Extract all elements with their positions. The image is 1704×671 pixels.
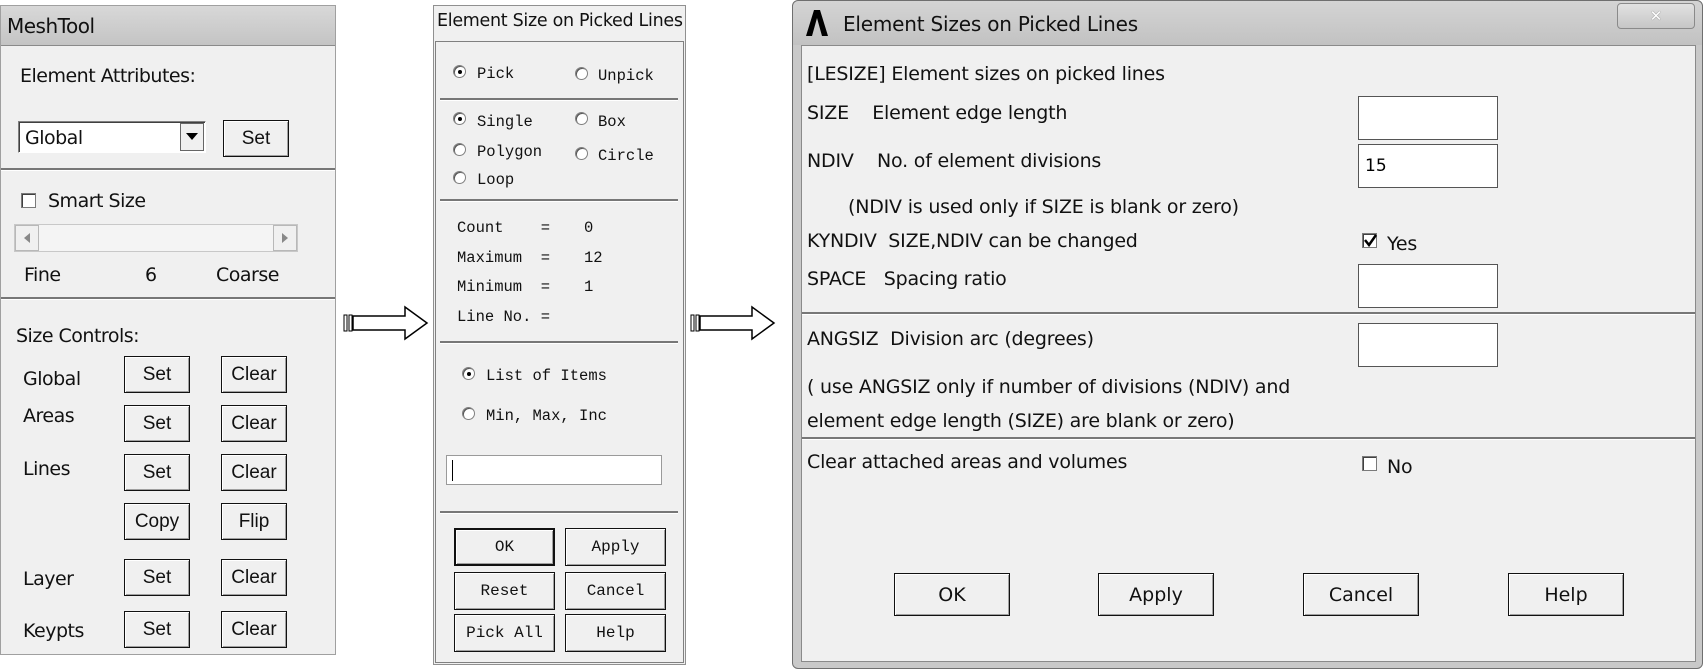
ndiv-input[interactable] — [1358, 144, 1498, 188]
dialog-body — [801, 45, 1696, 662]
kyndiv-label: KYNDIV SIZE,NDIV can be changed — [807, 230, 1138, 252]
unpick-radio[interactable] — [575, 67, 588, 80]
kyndiv-checkbox[interactable] — [1362, 233, 1377, 248]
ndiv-label: NDIV No. of element divisions — [807, 150, 1102, 172]
slider-left-arrow-icon[interactable] — [15, 225, 39, 251]
divider — [1, 168, 335, 171]
space-field[interactable] — [1358, 264, 1498, 308]
dialog-titlebar — [793, 1, 1702, 45]
global-clear-button[interactable]: Clear — [221, 356, 287, 393]
polygon-label: Polygon — [477, 143, 543, 161]
smart-size-label: Smart Size — [48, 190, 146, 212]
areas-row-label: Areas — [23, 405, 75, 427]
picker-titlebar — [434, 6, 685, 40]
flow-arrow-icon — [343, 305, 429, 341]
chevron-down-icon[interactable] — [180, 123, 204, 151]
space-label: SPACE Spacing ratio — [807, 268, 1007, 290]
meshtool-titlebar — [1, 6, 335, 46]
meshtool-panel — [0, 5, 336, 655]
slider-value: 6 — [145, 264, 157, 286]
areas-set-button[interactable]: Set — [124, 405, 190, 442]
dialog-title: Element Sizes on Picked Lines — [843, 12, 1138, 36]
loop-radio[interactable] — [453, 171, 466, 184]
angsiz-field[interactable] — [1358, 323, 1498, 367]
picker-title: Element Size on Picked Lines — [437, 11, 683, 31]
min-max-inc-radio[interactable] — [462, 407, 475, 420]
text-cursor — [452, 460, 453, 481]
lines-flip-button[interactable]: Flip — [221, 503, 287, 540]
picker-reset-button[interactable]: Reset — [454, 572, 555, 610]
clear-attached-label: Clear attached areas and volumes — [807, 451, 1128, 473]
angsiz-note-line1: ( use ANGSIZ only if number of divisions (NDIV) and — [807, 376, 1291, 398]
lesize-header: [LESIZE] Element sizes on picked lines — [807, 63, 1165, 85]
count-label: Count = — [457, 219, 551, 237]
layer-set-button[interactable]: Set — [124, 559, 190, 596]
picker-panel — [433, 5, 686, 665]
size-input[interactable] — [1358, 96, 1498, 140]
checkmark-icon — [1364, 234, 1377, 247]
list-of-items-radio[interactable] — [462, 367, 475, 380]
maximum-label: Maximum = — [457, 249, 551, 267]
flow-arrow-icon — [690, 305, 776, 341]
meshtool-title: MeshTool — [7, 14, 95, 38]
ndiv-field[interactable] — [1358, 144, 1498, 188]
dialog-cancel-button[interactable]: Cancel — [1303, 573, 1419, 616]
global-row-label: Global — [23, 368, 81, 390]
attributes-set-button[interactable]: Set — [223, 120, 289, 157]
lines-set-button[interactable]: Set — [124, 454, 190, 491]
box-radio[interactable] — [575, 112, 588, 125]
single-radio[interactable] — [453, 112, 466, 125]
angsiz-note-line2: element edge length (SIZE) are blank or zero) — [807, 410, 1235, 432]
box-label: Box — [598, 113, 626, 131]
divider — [802, 437, 1695, 440]
layer-row-label: Layer — [23, 568, 74, 590]
clear-attached-checkbox[interactable] — [1362, 456, 1377, 471]
lines-copy-button[interactable]: Copy — [124, 503, 190, 540]
maximum-value: 12 — [584, 249, 603, 267]
clear-attached-value: No — [1387, 456, 1413, 478]
smart-size-slider[interactable] — [14, 224, 298, 252]
close-icon: ✕ — [1649, 8, 1663, 25]
polygon-radio[interactable] — [453, 143, 466, 156]
count-value: 0 — [584, 219, 594, 237]
lines-clear-button[interactable]: Clear — [221, 454, 287, 491]
dialog-ok-button[interactable]: OK — [894, 573, 1010, 616]
divider — [440, 511, 678, 514]
ansys-logo-icon — [806, 10, 828, 36]
picker-body — [435, 41, 684, 663]
angsiz-input[interactable] — [1358, 323, 1498, 367]
slider-right-arrow-icon[interactable] — [273, 225, 297, 251]
picker-cancel-button[interactable]: Cancel — [565, 572, 666, 610]
dialog-help-button[interactable]: Help — [1508, 573, 1624, 616]
angsiz-label: ANGSIZ Division arc (degrees) — [807, 328, 1094, 350]
circle-radio[interactable] — [575, 147, 588, 160]
element-sizes-dialog — [792, 0, 1703, 669]
layer-clear-button[interactable]: Clear — [221, 559, 287, 596]
divider — [440, 341, 678, 344]
fine-label: Fine — [24, 264, 61, 286]
line-no-label: Line No. = — [457, 308, 551, 326]
element-attributes-select[interactable] — [18, 121, 206, 153]
size-field[interactable] — [1358, 96, 1498, 140]
loop-label: Loop — [477, 171, 515, 189]
pick-input[interactable] — [446, 455, 662, 485]
pick-all-button[interactable]: Pick All — [454, 614, 555, 652]
pick-label: Pick — [477, 65, 515, 83]
dialog-apply-button[interactable]: Apply — [1098, 573, 1214, 616]
size-label: SIZE Element edge length — [807, 102, 1068, 124]
picker-apply-button[interactable]: Apply — [565, 528, 666, 566]
keypts-clear-button[interactable]: Clear — [221, 611, 287, 648]
single-label: Single — [477, 113, 533, 131]
min-max-inc-label: Min, Max, Inc — [486, 407, 607, 425]
areas-clear-button[interactable]: Clear — [221, 405, 287, 442]
close-button[interactable] — [1617, 3, 1695, 29]
global-set-button[interactable]: Set — [124, 356, 190, 393]
lines-row-label: Lines — [23, 458, 70, 480]
divider — [802, 312, 1695, 315]
minimum-label: Minimum = — [457, 278, 551, 296]
divider — [440, 98, 678, 101]
picker-help-button[interactable]: Help — [565, 614, 666, 652]
divider — [440, 199, 678, 202]
pick-radio[interactable] — [453, 65, 466, 78]
divider — [1, 297, 335, 300]
coarse-label: Coarse — [216, 264, 279, 286]
ndiv-note: (NDIV is used only if SIZE is blank or zero) — [848, 196, 1239, 218]
list-of-items-label: List of Items — [486, 367, 607, 385]
keypts-row-label: Keypts — [23, 620, 84, 642]
element-attributes-label: Element Attributes: — [20, 65, 196, 87]
kyndiv-value: Yes — [1387, 233, 1418, 255]
circle-label: Circle — [598, 147, 654, 165]
picker-ok-button[interactable]: OK — [454, 528, 555, 566]
space-input[interactable] — [1358, 264, 1498, 308]
smart-size-checkbox[interactable] — [21, 193, 36, 208]
unpick-label: Unpick — [598, 67, 654, 85]
minimum-value: 1 — [584, 278, 594, 296]
element-attributes-select-value: Global — [25, 127, 83, 149]
size-controls-label: Size Controls: — [16, 325, 140, 347]
keypts-set-button[interactable]: Set — [124, 611, 190, 648]
